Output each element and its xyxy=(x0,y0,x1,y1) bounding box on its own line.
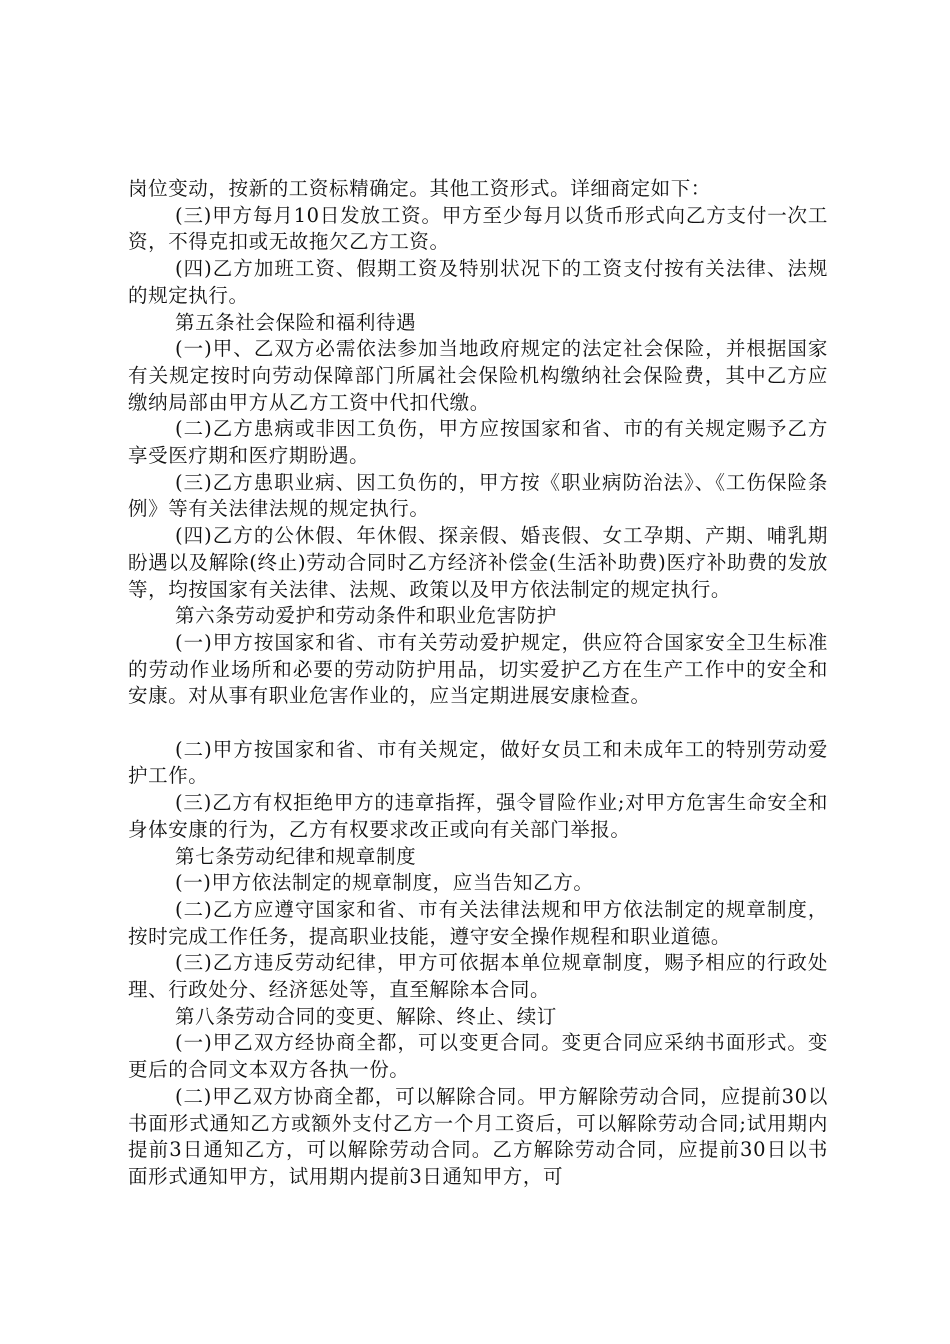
section-heading: 第五条社会保险和福利待遇 xyxy=(175,310,417,334)
paragraph: (二)乙方应遵守国家和省、市有关法律法规和甲方依法制定的规章制度，按时完成工作任务，提高职业技能，遵守安全操作规程和职业道德。 xyxy=(128,897,828,948)
section-heading: 第七条劳动纪律和规章制度 xyxy=(175,844,417,868)
paragraph: 岗位变动，按新的工资标精确定。其他工资形式。详细商定如下： xyxy=(128,177,711,200)
paragraph: (三)乙方有权拒绝甲方的违章指挥，强令冒险作业;对甲方危害生命安全和身体安康的行为，乙方有权要求改正或向有关部门举报。 xyxy=(128,791,828,841)
paragraph: (二)甲乙双方协商全都，可以解除合同。甲方解除劳动合同，应提前30以书面形式通知乙方或额外支付乙方一个月工资后，可以解除劳动合同;试用期内提前3日通知乙方，可以解除劳动合同。乙方解除劳动合同，应提前30日以书面形式通知甲方，试用期内提前3日通知甲方，可 xyxy=(128,1084,828,1188)
paragraph: (四)乙方的公休假、年休假、探亲假、婚丧假、女工孕期、产期、哺乳期盼遇以及解除(终止)劳动合同时乙方经济补偿金(生活补助费)医疗补助费的发放等，均按国家有关法律、法规、政策以及甲方依法制定的规定执行。 xyxy=(128,524,828,601)
document-body xyxy=(128,176,828,1191)
section-heading: 第六条劳动爱护和劳动条件和职业危害防护 xyxy=(175,604,557,628)
paragraph: (一)甲、乙双方必需依法参加当地政府规定的法定社会保险，并根据国家有关规定按时向劳动保障部门所属社会保险机构缴纳社会保险费，其中乙方应缴纳局部由甲方从乙方工资中代扣代缴。 xyxy=(128,337,828,414)
paragraph: (一)甲方依法制定的规章制度，应当告知乙方。 xyxy=(175,871,594,895)
paragraph: (三)乙方患职业病、因工负伤的，甲方按《职业病防治法》、《工伤保险条例》等有关法律法规的规定执行。 xyxy=(128,470,828,521)
paragraph: (三)乙方违反劳动纪律，甲方可依据本单位规章制度，赐予相应的行政处理、行政处分、经济惩处等，直至解除本合同。 xyxy=(128,951,828,1002)
paragraph: (二)乙方患病或非因工负伤，甲方应按国家和省、市的有关规定赐予乙方享受医疗期和医疗期盼遇。 xyxy=(128,417,828,468)
paragraph: (一)甲乙双方经协商全都，可以变更合同。变更合同应采纳书面形式。变更后的合同文本双方各执一份。 xyxy=(128,1031,828,1082)
paragraph: (四)乙方加班工资、假期工资及特别状况下的工资支付按有关法律、法规的规定执行。 xyxy=(128,257,828,307)
paragraph: (二)甲方按国家和省、市有关规定，做好女员工和未成年工的特别劳动爱护工作。 xyxy=(128,737,828,788)
paragraph: (三)甲方每月10日发放工资。甲方至少每月以货币形式向乙方支付一次工资，不得克扣或无故拖欠乙方工资。 xyxy=(128,203,828,254)
paragraph: (一)甲方按国家和省、市有关劳动爱护规定，供应符合国家安全卫生标准的劳动作业场所和必要的劳动防护用品，切实爱护乙方在生产工作中的安全和安康。对从事有职业危害作业的，应当定期进展安康检查。 xyxy=(128,630,828,708)
section-heading: 第八条劳动合同的变更、解除、终止、续订 xyxy=(175,1004,557,1028)
